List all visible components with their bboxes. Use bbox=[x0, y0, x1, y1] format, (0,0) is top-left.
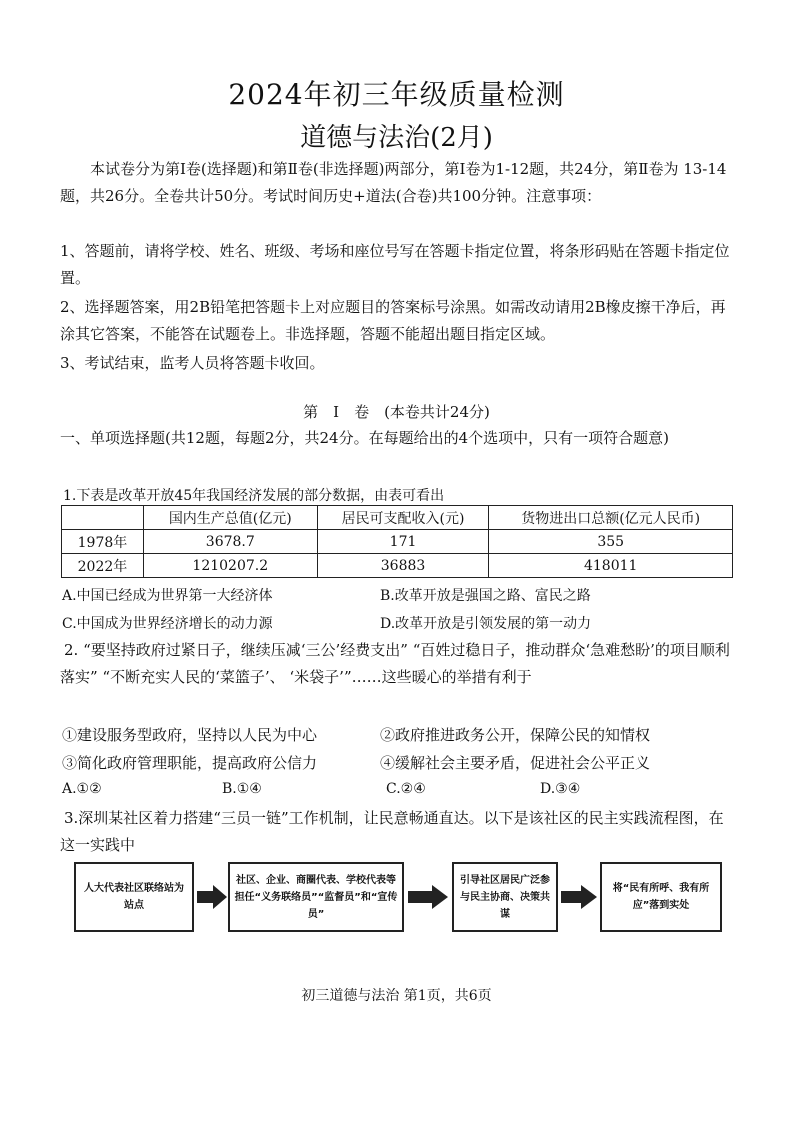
q2-option-a: A.①② bbox=[62, 781, 102, 797]
q2-option-c: C.②④ bbox=[386, 781, 426, 797]
exam-title: 2024年初三年级质量检测 bbox=[228, 78, 565, 111]
question-3-stem: 3.深圳某社区着力搭建“三员一链”工作机制，让民意畅通直达。以下是该社区的民主实践流程图，在这一实践中 bbox=[60, 809, 724, 854]
table-cell: 3678.7 bbox=[143, 530, 317, 554]
table-header: 货物进出口总额(亿元人民币) bbox=[489, 506, 733, 530]
note-3: 3、考试结束，监考人员将答题卡收回。 bbox=[60, 354, 325, 372]
flow-step-2: 社区、企业、商圈代表、学校代表等担任“义务联络员”“监督员”和“宣传员” bbox=[228, 862, 404, 932]
q1-option-c: C.中国成为世界经济增长的动力源 bbox=[62, 616, 273, 632]
intro-paragraph: 本试卷分为第Ⅰ卷(选择题)和第Ⅱ卷(非选择题)两部分，第Ⅰ卷为1-12题，共24分，第Ⅱ卷为 13-14题，共26分。全卷共计50分。考试时间历史+道法(合卷)共100分钟。注意事项： bbox=[60, 160, 727, 205]
q2-option-d: D.③④ bbox=[540, 781, 581, 797]
q1-option-d: D.改革开放是引领发展的第一动力 bbox=[380, 616, 592, 632]
flow-step-3: 引导社区居民广泛参与民主协商、决策共谋 bbox=[452, 862, 558, 932]
question-2-stem: 2. “要坚持政府过紧日子，继续压减‘三公’经费支出” “百姓过稳日子，推动群众‘急难愁盼’的项目顺利落实” “不断充实人民的‘菜篮子’、 ‘米袋子’”……这些暖心的举措有利于 bbox=[60, 641, 730, 686]
table-cell: 355 bbox=[489, 530, 733, 554]
flow-arrow-icon bbox=[561, 885, 597, 909]
question-1-stem: 1.下表是改革开放45年我国经济发展的部分数据，由表可看出 bbox=[63, 488, 445, 504]
table-cell: 418011 bbox=[489, 554, 733, 578]
q2-item-2: ②政府推进政务公开，保障公民的知情权 bbox=[380, 726, 651, 744]
q2-item-4: ④缓解社会主要矛盾，促进社会公平正义 bbox=[380, 754, 651, 772]
section-instructions: 一、单项选择题(共12题，每题2分，共24分。在每题给出的4个选项中，只有一项符合题意) bbox=[60, 429, 669, 447]
table-cell: 1978年 bbox=[62, 530, 144, 554]
exam-subtitle: 道德与法治(2月) bbox=[300, 123, 493, 153]
q1-option-b: B.改革开放是强国之路、富民之路 bbox=[380, 588, 591, 604]
table-header: 居民可支配收入(元) bbox=[317, 506, 489, 530]
table-header-row bbox=[62, 506, 733, 530]
note-1: 1、答题前，请将学校、姓名、班级、考场和座位号写在答题卡指定位置，将条形码贴在答题卡指定位置。 bbox=[60, 242, 730, 287]
table-cell: 36883 bbox=[317, 554, 489, 578]
data-table bbox=[61, 505, 733, 578]
table-cell: 171 bbox=[317, 530, 489, 554]
note-2: 2、选择题答案，用2B铅笔把答题卡上对应题目的答案标号涂黑。如需改动请用2B橡皮擦干净后，再涂其它答案，不能答在试题卷上。非选择题，答题不能超出题目指定区域。 bbox=[60, 298, 726, 343]
q1-option-a: A.中国已经成为世界第一大经济体 bbox=[62, 588, 273, 604]
flow-step-4: 将“民有所呼、我有所应”落到实处 bbox=[600, 862, 722, 932]
flow-step-1: 人大代表社区联络站为站点 bbox=[74, 862, 194, 932]
page-footer: 初三道德与法治 第1页，共6页 bbox=[301, 988, 492, 1004]
table-row bbox=[62, 530, 733, 554]
q2-option-b: B.①④ bbox=[222, 781, 262, 797]
q2-item-3: ③简化政府管理职能，提高政府公信力 bbox=[62, 754, 318, 772]
flow-arrow-icon bbox=[408, 885, 448, 909]
section-title: 第 Ⅰ 卷 (本卷共计24分) bbox=[303, 403, 490, 421]
q2-item-1: ①建设服务型政府，坚持以人民为中心 bbox=[62, 726, 318, 744]
table-header: 国内生产总值(亿元) bbox=[143, 506, 317, 530]
table-cell: 1210207.2 bbox=[143, 554, 317, 578]
table-row bbox=[62, 554, 733, 578]
table-header bbox=[62, 506, 144, 530]
flow-arrow-icon bbox=[197, 885, 227, 909]
table-cell: 2022年 bbox=[62, 554, 144, 578]
